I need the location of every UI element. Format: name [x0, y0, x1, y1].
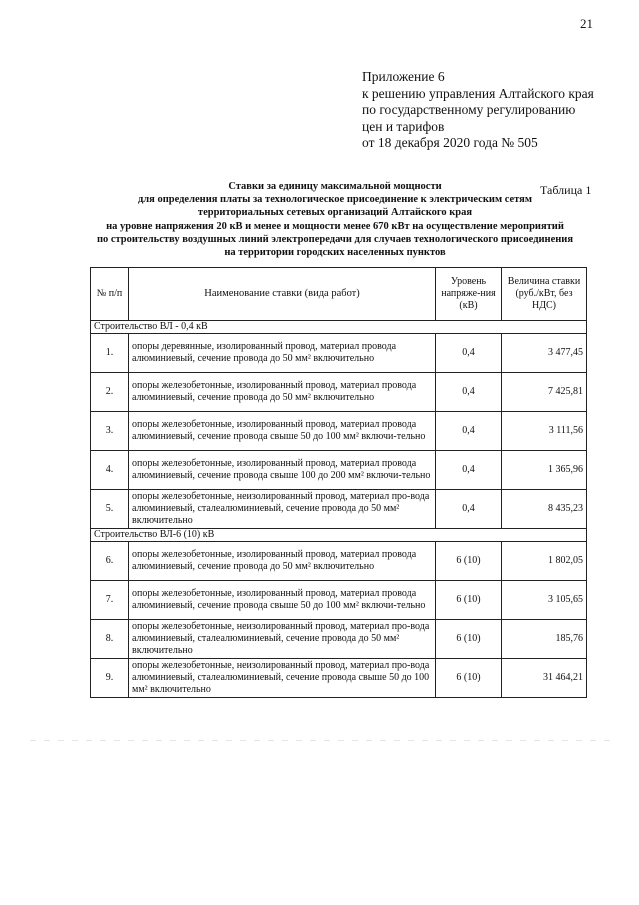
row-voltage: 0,4	[436, 451, 502, 490]
row-rate: 185,76	[502, 620, 587, 659]
row-voltage: 6 (10)	[436, 620, 502, 659]
table-row	[91, 412, 587, 451]
appendix-line: к решению управления Алтайского края	[362, 85, 594, 101]
row-rate: 31 464,21	[502, 659, 587, 698]
appendix-line: Приложение 6	[362, 69, 445, 84]
row-voltage: 0,4	[436, 373, 502, 412]
heading-line: по строительству воздушных линий электропередачи для случаев технологического присоединения	[96, 233, 574, 245]
table-row	[91, 581, 587, 620]
row-num: 5.	[91, 490, 129, 529]
header-num: № п/п	[91, 268, 129, 321]
row-voltage: 6 (10)	[436, 542, 502, 581]
row-voltage: 0,4	[436, 412, 502, 451]
appendix-line: цен и тарифов	[362, 118, 445, 134]
row-rate: 3 477,45	[502, 334, 587, 373]
section-title: Строительство ВЛ-6 (10) кВ	[91, 529, 587, 542]
appendix-line: по государственному регулированию	[362, 102, 576, 117]
table-header-row	[91, 268, 587, 321]
header-rate: Величина ставки (руб./кВт, без НДС)	[502, 268, 587, 321]
row-desc: опоры железобетонные, изолированный провод, материал провода алюминиевый, сечение провода до 50 мм² включительно	[129, 373, 436, 412]
row-desc: опоры деревянные, изолированный провод, материал провода алюминиевый, сечение провода до 50 мм² включительно	[129, 334, 436, 373]
heading-line: территориальных сетевых организаций Алтайского края	[197, 207, 473, 219]
scan-artifact-line	[30, 740, 610, 741]
row-num: 9.	[91, 659, 129, 698]
rates-table	[90, 267, 587, 698]
heading-line: Ставки за единицу максимальной мощности	[228, 181, 442, 192]
row-voltage: 6 (10)	[436, 581, 502, 620]
document-heading	[80, 180, 590, 259]
table-row	[91, 490, 587, 529]
row-desc: опоры железобетонные, изолированный провод, материал провода алюминиевый, сечение провода свыше 100 до 200 мм² включи-тельно	[129, 451, 436, 490]
row-rate: 1 365,96	[502, 451, 587, 490]
section-row	[91, 321, 587, 334]
row-num: 6.	[91, 542, 129, 581]
row-num: 4.	[91, 451, 129, 490]
row-num: 7.	[91, 581, 129, 620]
row-voltage: 0,4	[436, 334, 502, 373]
row-desc: опоры железобетонные, изолированный провод, материал провода алюминиевый, сечение провода свыше 50 до 100 мм² включи-тельно	[129, 412, 436, 451]
table-row	[91, 542, 587, 581]
header-name: Наименование ставки (вида работ)	[129, 268, 436, 321]
table-row	[91, 451, 587, 490]
heading-line: для определения платы за технологическое присоединение к электрическим сетям	[137, 194, 533, 206]
row-num: 2.	[91, 373, 129, 412]
row-rate: 3 105,65	[502, 581, 587, 620]
row-rate: 8 435,23	[502, 490, 587, 529]
appendix-line: от 18 декабря 2020 года № 505	[362, 135, 538, 150]
table-row	[91, 373, 587, 412]
heading-line: на территории городских населенных пунктов	[224, 247, 446, 259]
table-row	[91, 659, 587, 698]
row-voltage: 0,4	[436, 490, 502, 529]
row-desc: опоры железобетонные, неизолированный провод, материал про-вода алюминиевый, сталеалюминиевый, сечение провода до 50 мм² включительно	[129, 490, 436, 529]
row-num: 8.	[91, 620, 129, 659]
row-desc: опоры железобетонные, неизолированный провод, материал про-вода алюминиевый, сталеалюминиевый, сечение провода до 50 мм² включительно	[129, 620, 436, 659]
section-row	[91, 529, 587, 542]
row-voltage: 6 (10)	[436, 659, 502, 698]
row-desc: опоры железобетонные, изолированный провод, материал провода алюминиевый, сечение провода до 50 мм² включительно	[129, 542, 436, 581]
table-label: Таблица 1	[540, 183, 592, 197]
row-desc: опоры железобетонные, изолированный провод, материал провода алюминиевый, сечение провода свыше 50 до 100 мм² включи-тельно	[129, 581, 436, 620]
appendix-reference	[362, 69, 594, 152]
row-rate: 3 111,56	[502, 412, 587, 451]
row-num: 3.	[91, 412, 129, 451]
header-voltage: Уровень напряже-ния (кВ)	[436, 268, 502, 321]
row-num: 1.	[91, 334, 129, 373]
section-title: Строительство ВЛ - 0,4 кВ	[91, 321, 587, 334]
page-number: 21	[580, 16, 593, 31]
table-row	[91, 334, 587, 373]
row-rate: 1 802,05	[502, 542, 587, 581]
row-desc: опоры железобетонные, неизолированный провод, материал про-вода алюминиевый, сталеалюминиевый, сечение провода свыше 50 до 100 мм² включительно	[129, 659, 436, 698]
table-row	[91, 620, 587, 659]
heading-line: на уровне напряжения 20 кВ и менее и мощности менее 670 кВт на осуществление мероприятий	[106, 220, 564, 232]
row-rate: 7 425,81	[502, 373, 587, 412]
